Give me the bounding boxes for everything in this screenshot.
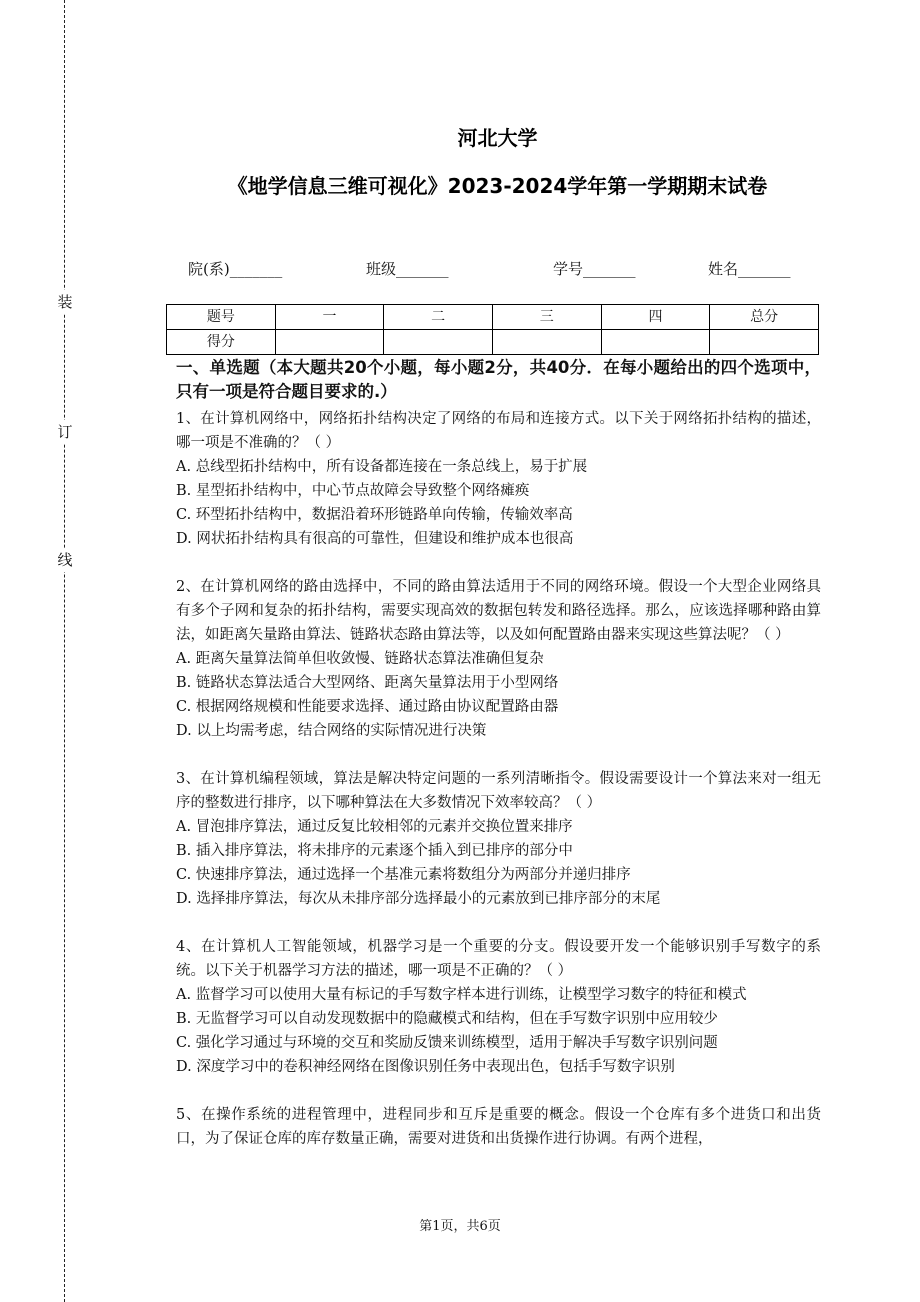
- score-table-score-row: [167, 330, 819, 355]
- exam-title: 《地学信息三维可视化》2023-2024学年第一学期期末试卷: [227, 174, 768, 198]
- question-option: B. 链路状态算法适合大型网络、距离矢量算法用于小型网络: [176, 675, 559, 691]
- question-stem: 1、在计算机网络中，网络拓扑结构决定了网络的布局和连接方式。以下关于网络拓扑结构的描述，哪一项是不准确的？（ ）: [176, 411, 821, 451]
- department-field: 院(系)_______: [188, 260, 283, 278]
- question-stem: 3、在计算机编程领域，算法是解决特定问题的一系列清晰指令。假设需要设计一个算法来对一组无序的整数进行排序，以下哪种算法在大多数情况下效率较高？（ ）: [176, 771, 821, 811]
- score-cell-2: [384, 330, 493, 355]
- question-option: C. 根据网络规模和性能要求选择、通过路由协议配置路由器: [176, 699, 559, 715]
- score-cell-4: [601, 330, 710, 355]
- section-heading: 一、单选题（本大题共20个小题，每小题2分，共40分．在每小题给出的四个选项中，只有一项是符合题目要求的.）: [176, 358, 821, 401]
- score-table-header-row: [167, 305, 819, 330]
- question-4: [176, 935, 821, 1079]
- page-indicator: 第1页，共6页: [419, 1219, 501, 1234]
- name-field: 姓名_______: [708, 260, 791, 278]
- score-table-score-label: 得分: [167, 330, 276, 355]
- question-3: [176, 767, 821, 911]
- class-field: 班级_______: [366, 260, 449, 278]
- university-name: 河北大学: [457, 126, 538, 150]
- question-option: A. 冒泡排序算法，通过反复比较相邻的元素并交换位置来排序: [176, 819, 573, 835]
- question-option: C. 强化学习通过与环境的交互和奖励反馈来训练模型，适用于解决手写数字识别问题: [176, 1035, 718, 1051]
- question-5: [176, 1103, 821, 1151]
- student-info-row: [0, 258, 920, 280]
- score-cell-total: [710, 330, 819, 355]
- question-option: D. 深度学习中的卷积神经网络在图像识别任务中表现出色，包括手写数字识别: [176, 1059, 675, 1075]
- question-option: A. 总线型拓扑结构中，所有设备都连接在一条总线上，易于扩展: [176, 459, 588, 475]
- binding-mark-xian: 线: [56, 548, 74, 572]
- question-option: D. 以上均需考虑，结合网络的实际情况进行决策: [176, 723, 487, 739]
- binding-mark-ding: 订: [56, 420, 74, 444]
- question-option: B. 星型拓扑结构中，中心节点故障会导致整个网络瘫痪: [176, 483, 530, 499]
- score-table-col-total: 总分: [710, 305, 819, 330]
- score-table-col-4: 四: [601, 305, 710, 330]
- binding-dashed-line: [64, 0, 65, 1302]
- question-option: C. 快速排序算法，通过选择一个基准元素将数组分为两部分并递归排序: [176, 867, 631, 883]
- score-table-col-1: 一: [275, 305, 384, 330]
- binding-mark-zhuang: 装: [56, 290, 74, 314]
- question-stem: 4、在计算机人工智能领域，机器学习是一个重要的分支。假设要开发一个能够识别手写数字的系统。以下关于机器学习方法的描述，哪一项是不正确的？（ ）: [176, 939, 821, 979]
- question-option: D. 选择排序算法，每次从未排序部分选择最小的元素放到已排序部分的末尾: [176, 891, 661, 907]
- exam-content: [176, 356, 821, 1175]
- question-option: C. 环型拓扑结构中，数据沿着环形链路单向传输，传输效率高: [176, 507, 573, 523]
- question-stem: 5、在操作系统的进程管理中，进程同步和互斥是重要的概念。假设一个仓库有多个进货口和出货口，为了保证仓库的库存数量正确，需要对进货和出货操作进行协调。有两个进程，: [176, 1107, 821, 1147]
- question-stem: 2、在计算机网络的路由选择中，不同的路由算法适用于不同的网络环境。假设一个大型企业网络具有多个子网和复杂的拓扑结构，需要实现高效的数据包转发和路径选择。那么，应该选择哪种路由算法，如距离矢量路由算法、链路状态路由算法等，以及如何配置路由器来实现这些算法呢？（ ）: [176, 579, 821, 643]
- score-table: [166, 304, 819, 355]
- score-table-col-2: 二: [384, 305, 493, 330]
- score-table-row-label: 题号: [167, 305, 276, 330]
- question-option: B. 无监督学习可以自动发现数据中的隐藏模式和结构，但在手写数字识别中应用较少: [176, 1011, 718, 1027]
- student-id-field: 学号_______: [553, 260, 636, 278]
- question-2: [176, 575, 821, 743]
- score-cell-3: [492, 330, 601, 355]
- question-option: A. 监督学习可以使用大量有标记的手写数字样本进行训练，让模型学习数字的特征和模式: [176, 987, 747, 1003]
- question-1: [176, 407, 821, 551]
- question-option: B. 插入排序算法，将未排序的元素逐个插入到已排序的部分中: [176, 843, 573, 859]
- question-option: A. 距离矢量算法简单但收敛慢、链路状态算法准确但复杂: [176, 651, 544, 667]
- question-option: D. 网状拓扑结构具有很高的可靠性，但建设和维护成本也很高: [176, 531, 574, 547]
- score-cell-1: [275, 330, 384, 355]
- score-table-col-3: 三: [492, 305, 601, 330]
